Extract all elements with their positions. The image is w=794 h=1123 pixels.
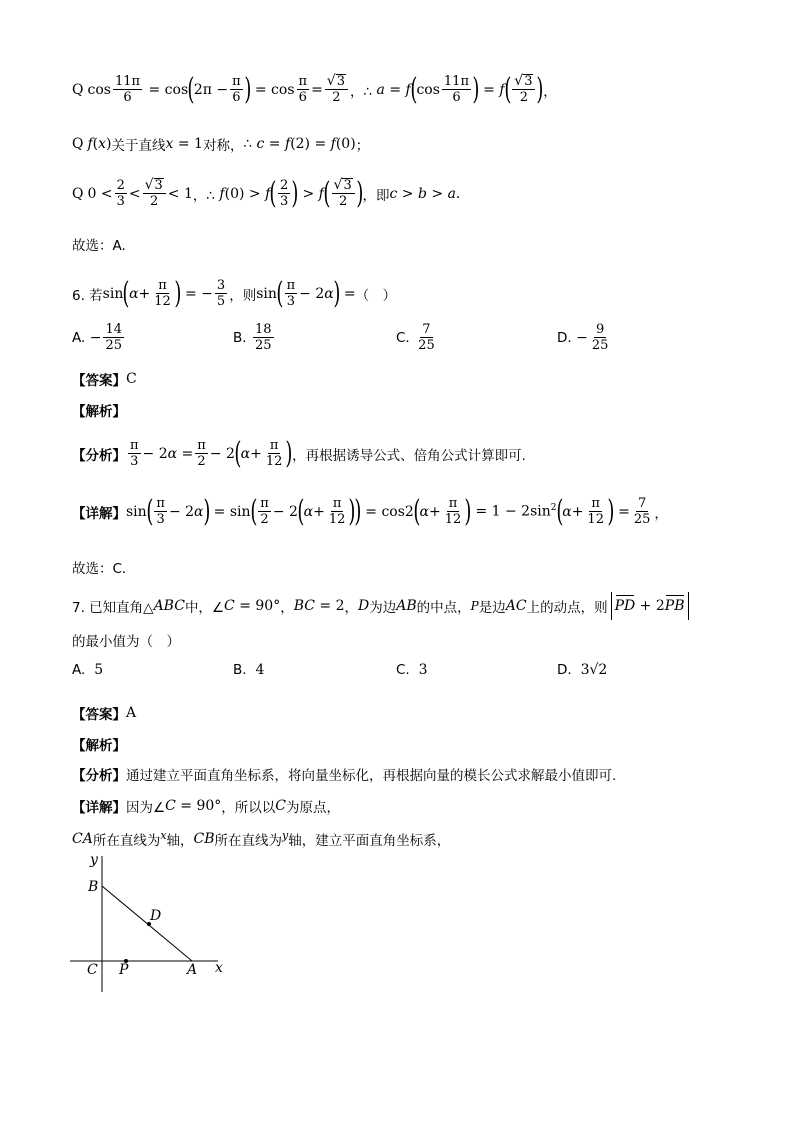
choice-6-c[interactable]: C. $\frac{7}{25}$: [396, 322, 435, 353]
choice-7-d[interactable]: D. 3√2: [557, 662, 608, 678]
coordinate-figure: [66, 848, 236, 998]
segment-ba: [102, 886, 192, 961]
question-6: 6. 若 sin ( α + $\frac{\pi}{12}$ ) = − $\frac{3}{5}$ ，则 sin ( $\frac{\pi}{3}$ − 2 α ) = （ ）: [72, 275, 397, 311]
answer-6: C: [126, 371, 137, 387]
label-p: P: [119, 962, 129, 978]
result-6: 故选：C．: [72, 561, 136, 577]
vector-magnitude: PD + 2 PB: [611, 592, 689, 620]
label-c: C: [87, 962, 98, 978]
question-7-line2: 的最小值为（ ）: [72, 634, 180, 650]
analysis-6-label: 【解析】: [72, 404, 126, 420]
choice-7-b[interactable]: B. 4: [233, 662, 265, 678]
analysis-6-detail: 【详解】 sin ( $\frac{\pi}{3}$ − 2 α ) = sin ( $\frac{\pi}{2}$ − 2 ( α + $\frac{\pi}{12}$ ) ) = cos2 ( α + $\frac{\pi}{12}$ ) = $1 - 2\sin^2$ ( α + $\frac{\pi}{12}$ ) = $\frac{7}{25}$ ，: [72, 493, 668, 529]
analysis-7-label: 【解析】: [72, 738, 126, 754]
choice-6-a[interactable]: A. − $\frac{14}{25}$: [72, 322, 123, 353]
analysis-7-detail: 【详解】 因为∠ C = 90° ，所以以 C 为原点，: [72, 798, 340, 816]
because-symbol: Q: [72, 81, 84, 98]
analysis-7-fenxi: 【分析】 通过建立平面直角坐标系，将向量坐标化，再根据向量的模长公式求解最小值即可.: [72, 768, 617, 784]
label-x: x: [215, 960, 223, 976]
line-comparison: Q 0 < $\frac{2}{3}$ < √ 3 2 < 1 ，∴ f (0) > f ( $\frac{2}{3}$ ) > f ( √ 3 2 ) ，即 c > b > a .: [72, 175, 461, 211]
label-b: B: [88, 879, 99, 895]
answer-6-line: 【答案】 C: [72, 371, 137, 389]
line-symmetry: Q f ( x ) 关于直线 x = 1 对称， ∴ c = f (2) = f (0) ；: [72, 136, 370, 154]
choice-7-c[interactable]: C. 3: [396, 662, 428, 678]
label-a: A: [187, 962, 198, 978]
choice-6-d[interactable]: D. − $\frac{9}{25}$: [557, 322, 609, 353]
answer-7-line: 【答案】 A: [72, 705, 137, 723]
label-y: y: [90, 852, 98, 868]
choice-7-a[interactable]: A. 5: [72, 662, 104, 678]
label-d: D: [150, 908, 162, 924]
analysis-7-coord: CA 所在直线为 x 轴， CB 所在直线为 y 轴，建立平面直角坐标系，: [72, 828, 451, 849]
line-cos-11pi: Q cos $\frac{11\pi}{6}$ = cos ( 2π − $\frac{\pi}{6}$ ) = cos $\frac{\pi}{6}$ = √ 3 2 ，∴ a = f ( cos $\frac{11\pi}{6}$ ) = f ( √ 3 2 ) ，: [72, 71, 557, 107]
answer-5: 故选：A.: [72, 238, 126, 254]
question-7: 7. 已知直角△ ABC 中，∠ C = 90° ， BC = 2 ， D 为边 AB 的中点， P 是边 AC 上的动点，则 PD + 2 PB: [72, 592, 689, 620]
choice-6-b[interactable]: B. $\frac{18}{25}$: [233, 322, 272, 353]
answer-7: A: [126, 705, 137, 721]
analysis-6-fenxi: 【分析】 $\frac{\pi}{3}$ − 2 α = $\frac{\pi}{2}$ − 2 ( α + $\frac{\pi}{12}$ ) ，再根据诱导公式、倍角公式计算即可.: [72, 435, 526, 471]
